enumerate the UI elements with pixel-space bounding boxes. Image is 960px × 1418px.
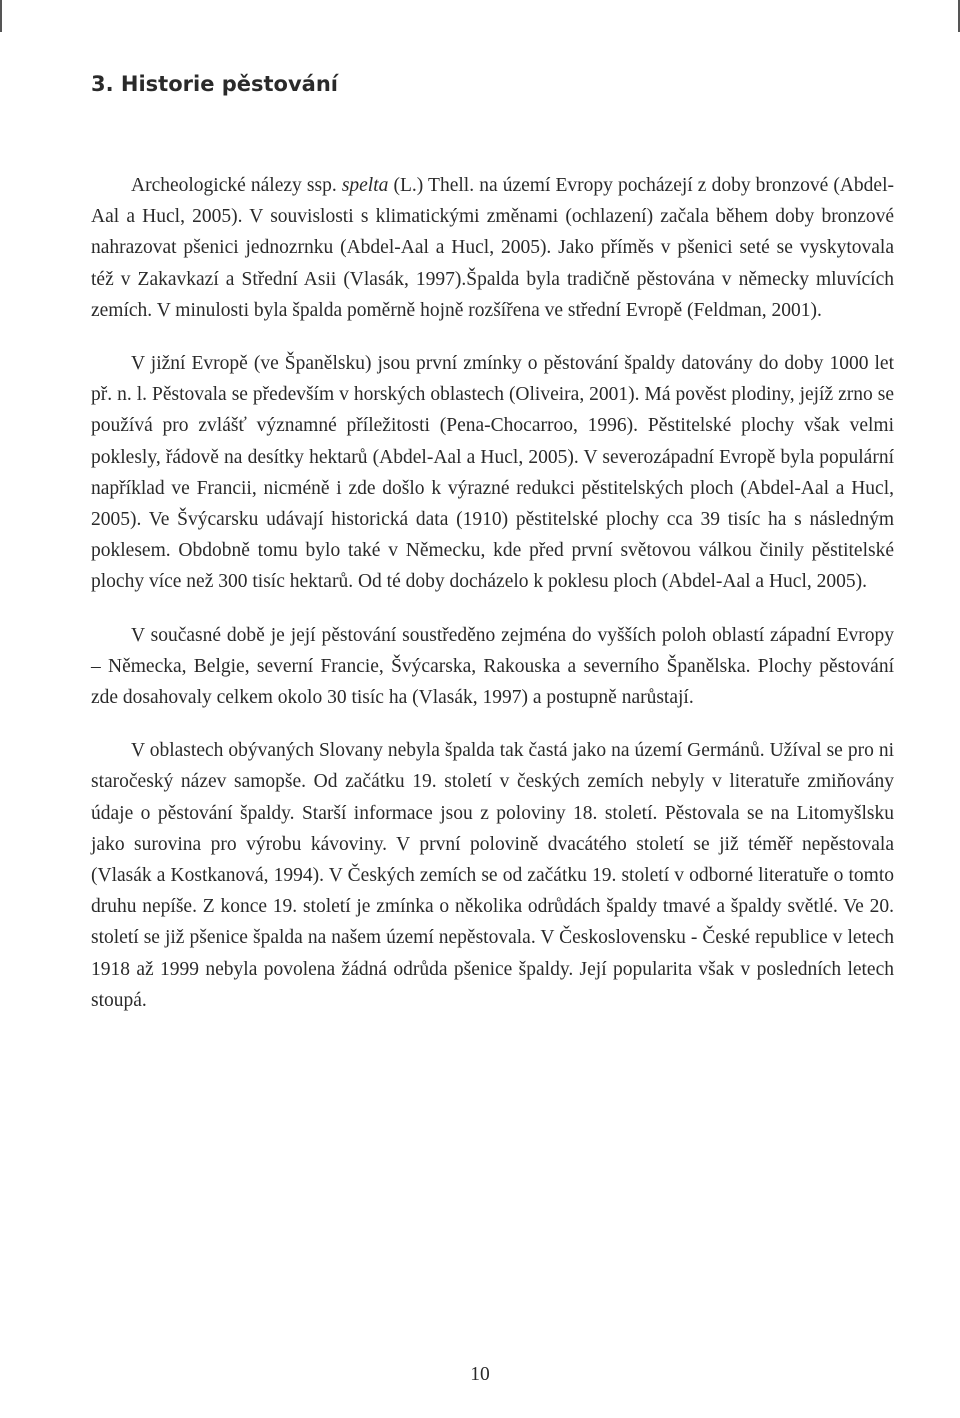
section-heading: 3. Historie pěstování: [91, 72, 338, 96]
paragraph-4: [91, 735, 894, 1016]
left-edge-mark: [0, 0, 2, 32]
paragraph-1: [91, 170, 894, 326]
paragraph-2: [91, 348, 894, 598]
paragraph-1-text-b: (L.) Thell. na území Evropy pocházejí z doby bronzové (Abdel-Aal a Hucl, 2005). V souvislosti s klimatickými změnami (ochlazení) začala během doby bronzové nahrazovat pšenici jednozrnku (Abdel-Aal a Hucl, 2005). Jako příměs v pšenici seté se vyskytovala též v Zakavkazí a Střední Asii (Vlasák, 1997).Špalda byla tradičně pěstována v německy mluvících zemích. V minulosti byla špalda poměrně hojně rozšířena ve střední Evropě (Feldman, 2001).: [91, 175, 894, 321]
document-page: [91, 66, 894, 1016]
paragraph-2-text: V jižní Evropě (ve Španělsku) jsou první zmínky o pěstování špaldy datovány do doby 1000 let př. n. l. Pěstovala se především v horských oblastech (Oliveira, 2001). Má pověst plodiny, jejíž zrno se používá pro zvlášť významné příležitosti (Pena-Chocarroo, 1996). Pěstitelské plochy však velmi poklesly, řádově na desítky hektarů (Abdel-Aal a Hucl, 2005). V severozápadní Evropě byla populární například ve Francii, nicméně i zde došlo k výrazné redukci pěstitelských ploch (Abdel-Aal a Hucl, 2005). Ve Švýcarsku udávají historická data (1910) pěstitelské plochy cca 39 tisíc ha s následným poklesem. Obdobně tomu bylo také v Německu, kde před první světovou válkou činily pěstitelské plochy více než 300 tisíc hektarů. Od té doby docházelo k poklesu ploch (Abdel-Aal a Hucl, 2005).: [91, 353, 894, 593]
paragraph-1-italic-spelta: spelta: [341, 175, 389, 196]
paragraph-4-text: V oblastech obývaných Slovany nebyla špalda tak častá jako na území Germánů. Užíval se pro ni staročeský název samopše. Od začátku 19. století v českých zemích nebyly v literatuře zmiňovány údaje o pěstování špaldy. Starší informace jsou z poloviny 18. století. Pěstovala se na Litomyšlsku jako surovina pro výrobu kávoviny. V první polovině dvacátého století se již téměř nepěstovala (Vlasák a Kostkanová, 1994). V Českých zemích se od začátku 19. století v odborné literatuře o tomto druhu nepíše. Z konce 19. století je zmínka o několika odrůdách špaldy tmavé a špaldy světlé. Ve 20. století se již pšenice špalda na našem území nepěstovala. V Československu - České republice v letech 1918 až 1999 nebyla povolena žádná odrůda pšenice špaldy. Její popularita však v posledních letech stoupá.: [91, 740, 894, 1011]
paragraph-1-text-a: Archeologické nálezy ssp.: [131, 175, 342, 196]
paragraph-3-text: V současné době je její pěstování soustředěno zejména do vyšších poloh oblastí západní Evropy – Německa, Belgie, severní Francie, Švýcarska, Rakouska a severního Španělska. Plochy pěstování zde dosahovaly celkem okolo 30 tisíc ha (Vlasák, 1997) a postupně narůstají.: [91, 624, 894, 709]
page-number: 10: [470, 1364, 490, 1385]
paragraph-3: [91, 620, 894, 714]
